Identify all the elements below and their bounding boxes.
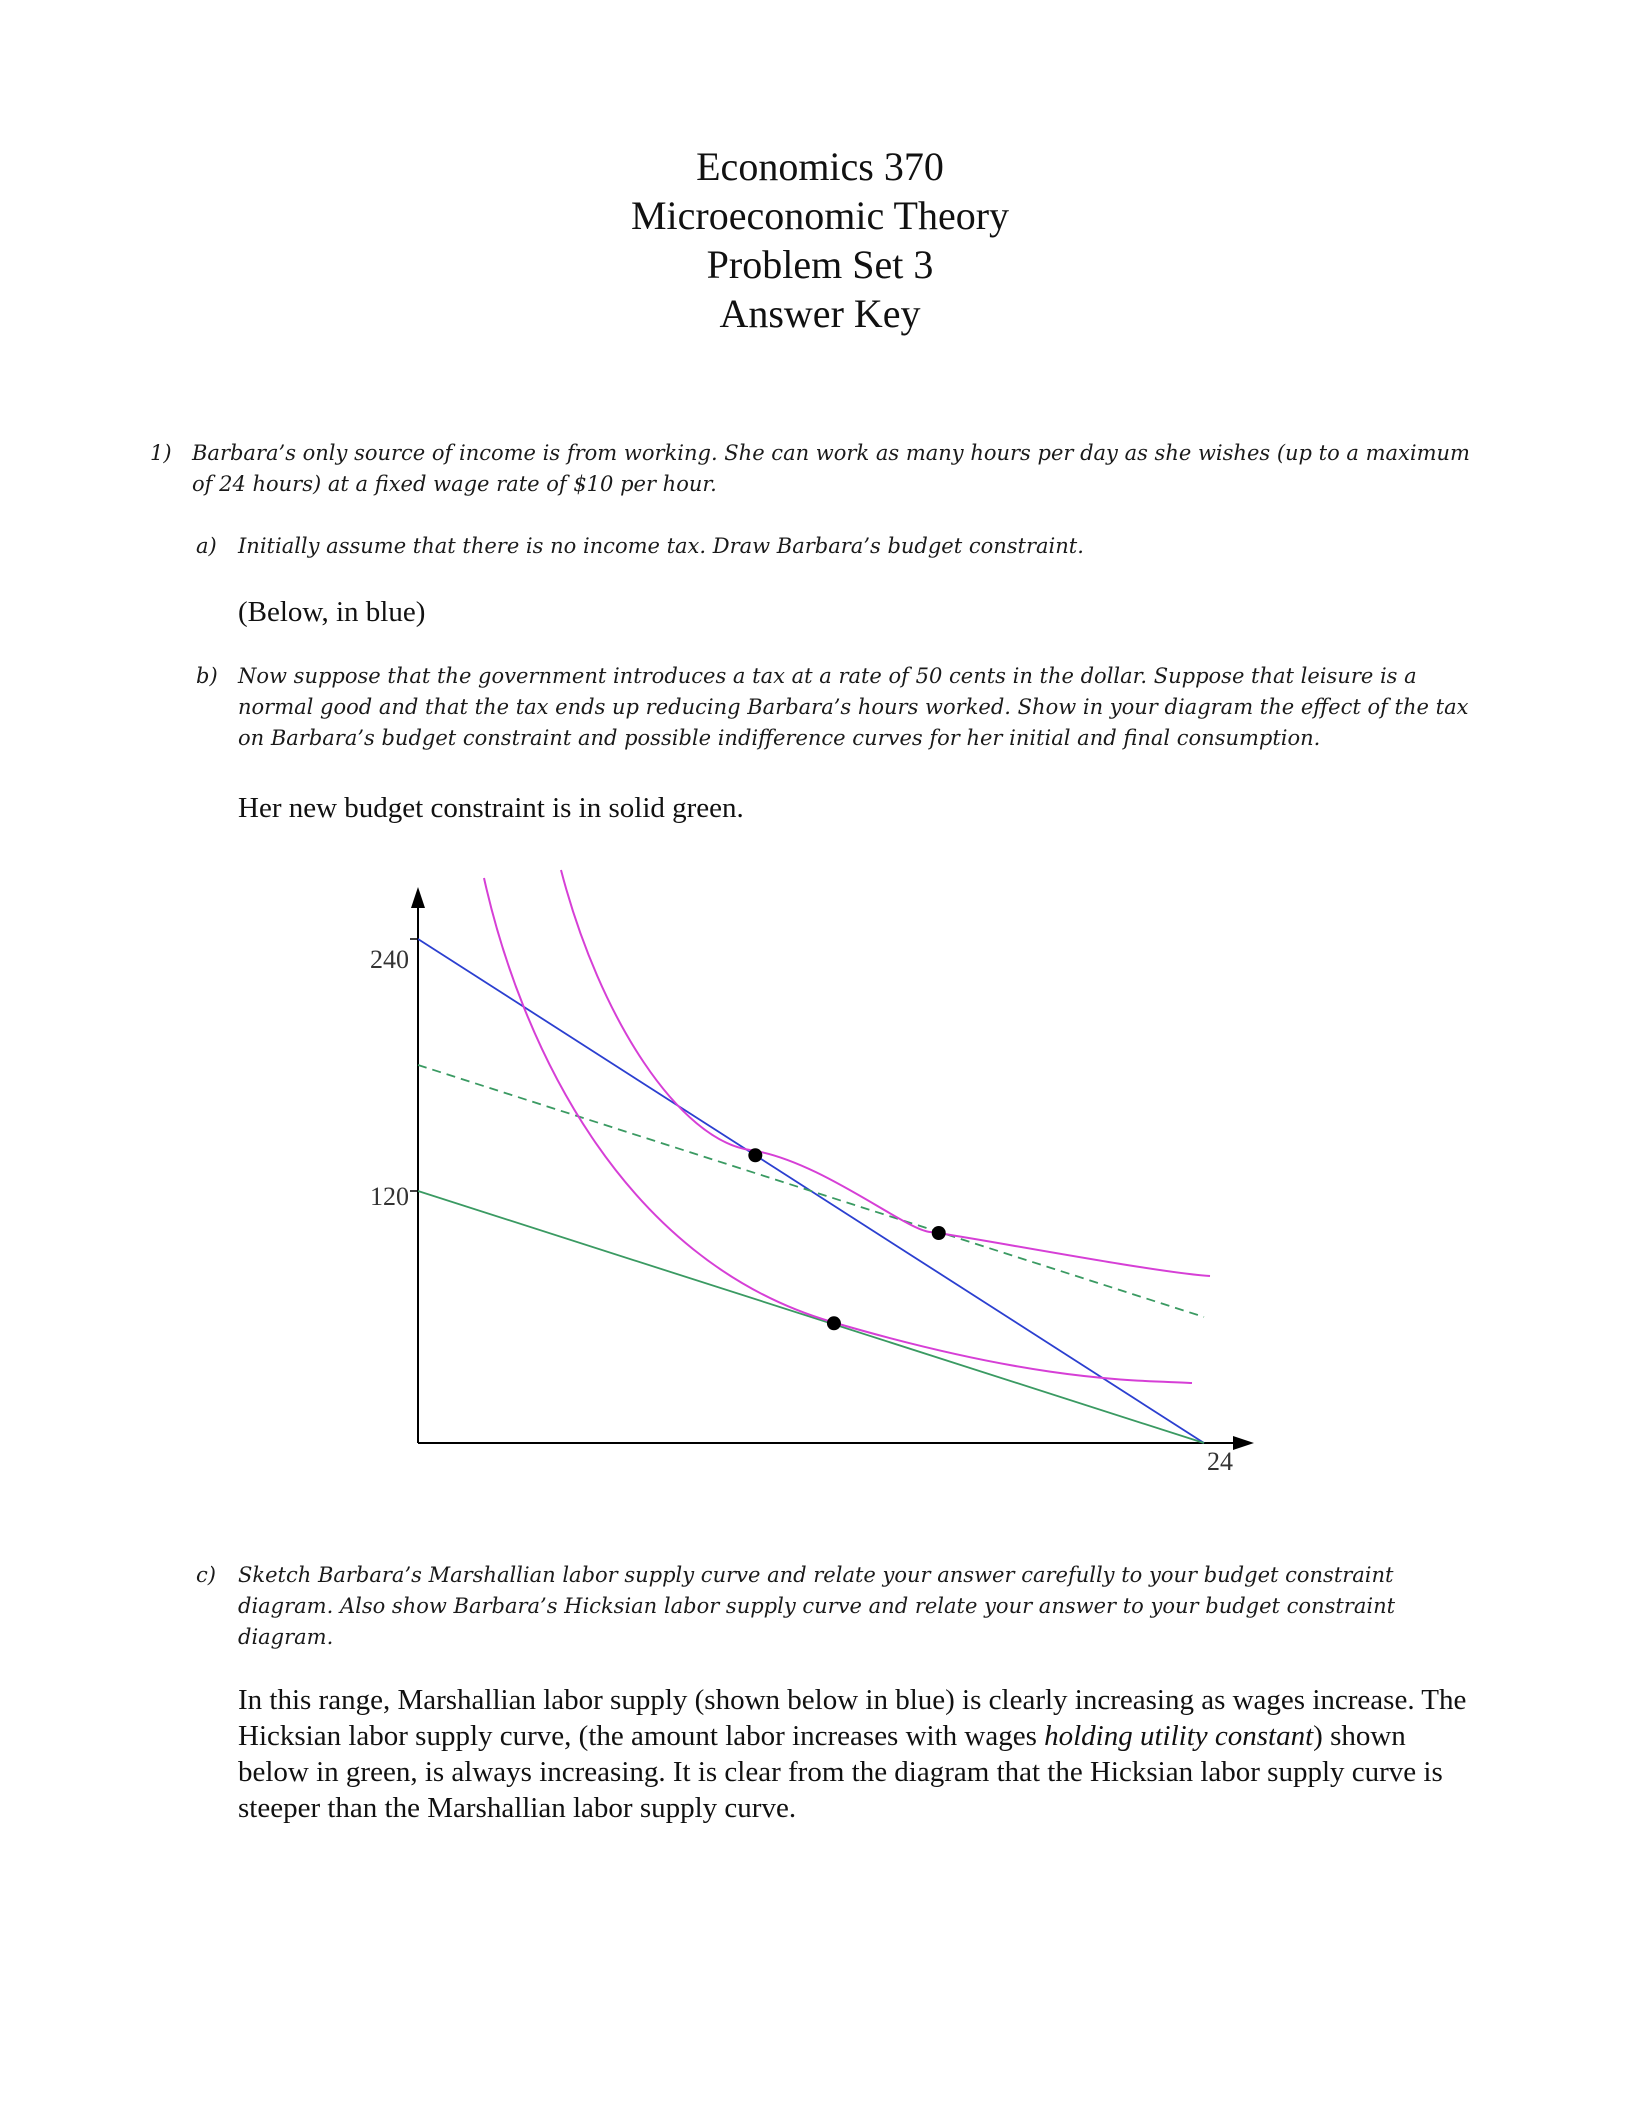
answer-key-title: Answer Key (719, 291, 921, 336)
course-number: Economics 370 (696, 144, 944, 189)
course-name: Microeconomic Theory (630, 193, 1010, 238)
compensated-budget-line (418, 1065, 1204, 1317)
answer-1c-part1: In this range, Marshallian labor supply (shown below in blue) is clearly increasing as wages increase. The Hicksian labor supply curve, (the amount labor increases with wages (238, 1684, 1467, 1752)
document-title (0, 142, 1640, 338)
y-tick-label-120: 120 (370, 1182, 409, 1211)
question-1-text: Barbara’s only source of income is from working. She can work as many hours per day as she wishes (up to a maximum of 24 hours) at a fixed wage rate of $10 per hour. (192, 441, 1470, 496)
budget-line-no-tax (418, 939, 1204, 1443)
answer-1c (238, 1682, 1474, 1826)
question-1c-label: c) (196, 1563, 216, 1587)
question-1b (196, 661, 1472, 754)
indifference-curve-initial (561, 870, 1210, 1276)
question-1b-prompt: Now suppose that the government introduces a tax at a rate of 50 cents in the dollar. Suppose that leisure is a normal good and that the tax ends up reducing Barbara’s hours worked. Show in your diagram the effect of the tax on Barbara’s budget constraint and possible indifference curves for her initial and final consumption. (238, 664, 1469, 750)
answer-1c-italic: holding utility constant (1044, 1720, 1314, 1752)
final-choice-point (827, 1316, 841, 1330)
question-1 (150, 438, 1472, 500)
question-1b-label: b) (196, 664, 218, 688)
question-1-number: 1) (150, 441, 172, 465)
question-1a-label: a) (196, 534, 217, 558)
x-tick-label-24: 24 (1207, 1447, 1233, 1476)
y-tick-label-240: 240 (370, 945, 409, 974)
y-axis-arrow-icon (411, 887, 425, 908)
answer-1c-part2: ) shown below in green, is always increasing. It is clear from the diagram that the Hicksian labor supply curve is steeper than the Marshallian labor supply curve. (238, 1720, 1443, 1824)
initial-choice-point (748, 1148, 762, 1162)
question-1c (196, 1560, 1472, 1653)
question-1c-prompt: Sketch Barbara’s Marshallian labor supply curve and relate your answer carefully to your budget constraint diagram. Also show Barbara’s Hicksian labor supply curve and relate your answer to your budget constraint diagram. (238, 1563, 1396, 1649)
compensated-choice-point (932, 1226, 946, 1240)
budget-line-with-tax (418, 1191, 1204, 1443)
x-axis-arrow-icon (1233, 1436, 1254, 1450)
question-1a (196, 531, 1468, 562)
question-1a-prompt: Initially assume that there is no income tax. Draw Barbara’s budget constraint. (238, 534, 1084, 558)
problem-set-title: Problem Set 3 (706, 242, 934, 287)
answer-1a: (Below, in blue) (238, 596, 426, 628)
answer-1b: Her new budget constraint is in solid green. (238, 792, 744, 824)
indifference-curve-final (484, 878, 1192, 1383)
